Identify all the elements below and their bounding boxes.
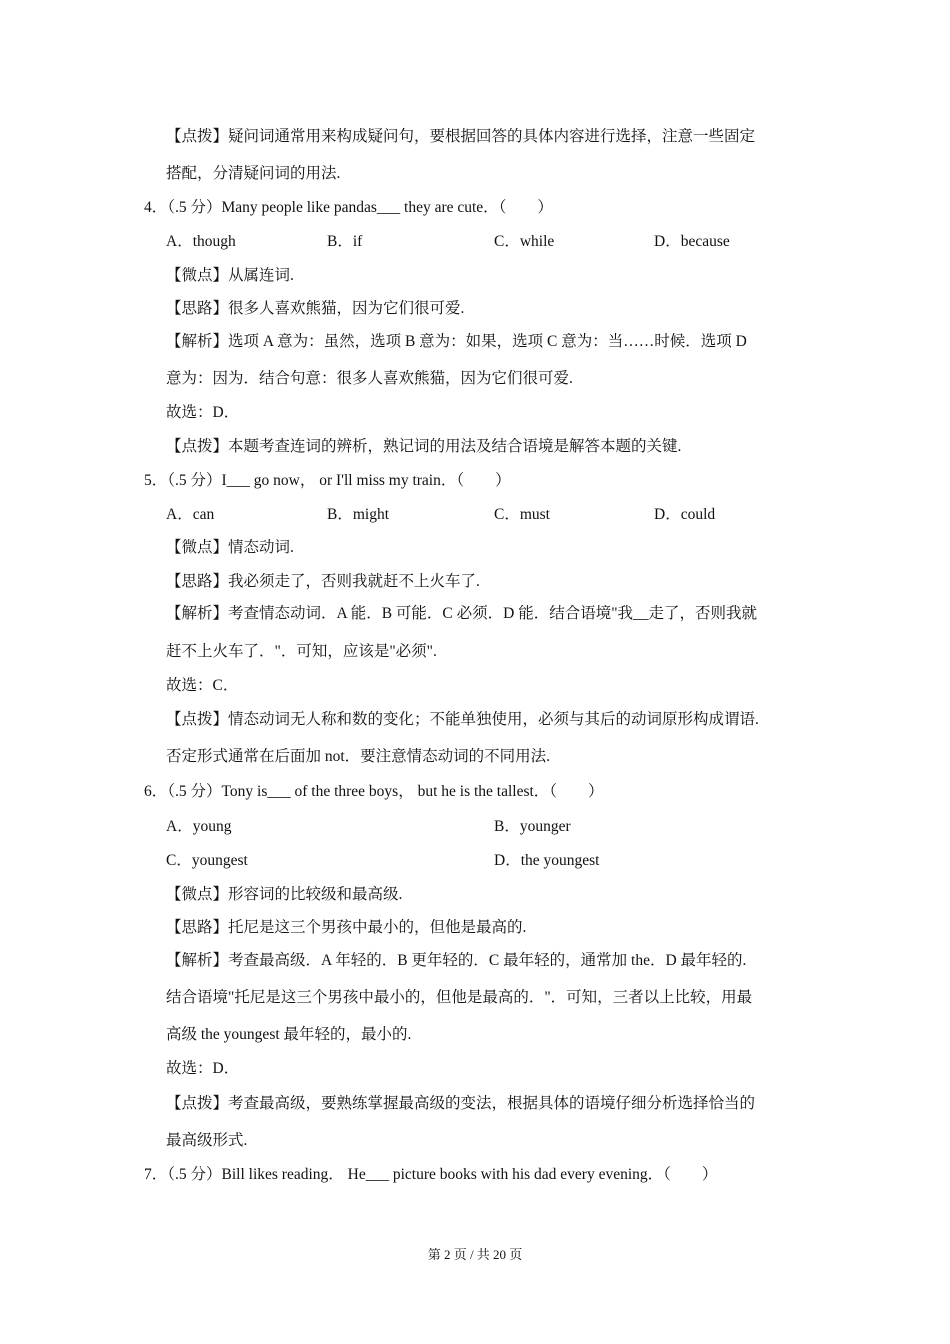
q6-answer: 故选：D． bbox=[166, 1060, 240, 1077]
q4-option-b: B．if bbox=[327, 233, 363, 250]
q4-answer: 故选：D． bbox=[166, 404, 240, 421]
q6-analysis-line-3: 高级 the youngest 最年轻的，最小的. bbox=[166, 1026, 412, 1043]
page-footer: 第 2 页 / 共 20 页 bbox=[427, 1247, 523, 1262]
q5-stem: 5．（.5 分）I___ go now， or I'll miss my train．（ ） bbox=[144, 472, 511, 489]
q6-analysis-line-2: 结合语境"托尼是这三个男孩中最小的，但他是最高的．"．可知，三者以上比较，用最 bbox=[166, 989, 753, 1006]
q6-point: 【微点】形容词的比较级和最高级. bbox=[166, 886, 403, 903]
q5-analysis-line-1: 【解析】考查情态动词．A 能．B 可能．C 必须．D 能．结合语境"我__走了，否则我就 bbox=[166, 605, 758, 622]
q4-idea: 【思路】很多人喜欢熊猫，因为它们很可爱. bbox=[166, 300, 465, 317]
q5-tip-line-1: 【点拨】情态动词无人称和数的变化；不能单独使用，必须与其后的动词原形构成谓语. bbox=[166, 711, 759, 728]
q5-tip-line-2: 否定形式通常在后面加 not．要注意情态动词的不同用法. bbox=[166, 748, 551, 765]
q5-option-b: B．might bbox=[327, 506, 390, 523]
q4-tip: 【点拨】本题考查连词的辨析，熟记词的用法及结合语境是解答本题的关键. bbox=[166, 438, 682, 455]
q4-analysis-line-2: 意为：因为．结合句意：很多人喜欢熊猫，因为它们很可爱. bbox=[166, 370, 573, 387]
q5-idea: 【思路】我必须走了，否则我就赶不上火车了. bbox=[166, 573, 480, 590]
q6-tip-line-1: 【点拨】考查最高级，要熟练掌握最高级的变法，根据具体的语境仔细分析选择恰当的 bbox=[166, 1095, 756, 1112]
q4-option-c: C．while bbox=[494, 233, 555, 250]
q5-point: 【微点】情态动词. bbox=[166, 539, 294, 556]
q6-option-d: D．the youngest bbox=[494, 852, 600, 869]
q4-option-d: D．because bbox=[654, 233, 730, 250]
q4-option-a: A．though bbox=[166, 233, 236, 250]
q6-stem: 6．（.5 分）Tony is___ of the three boys， but he is the tallest．（ ） bbox=[144, 783, 604, 800]
q3-tip-line-1: 【点拨】疑问词通常用来构成疑问句，要根据回答的具体内容进行选择，注意一些固定 bbox=[166, 128, 756, 145]
q7-stem: 7．（.5 分）Bill likes reading． He___ picture books with his dad every evening．（ ） bbox=[144, 1166, 718, 1183]
q4-stem: 4．（.5 分）Many people like pandas___ they are cute．（ ） bbox=[144, 199, 553, 216]
q6-option-a: A．young bbox=[166, 818, 232, 835]
q4-point: 【微点】从属连词. bbox=[166, 267, 294, 284]
q5-answer: 故选：C． bbox=[166, 677, 239, 694]
q6-tip-line-2: 最高级形式. bbox=[166, 1132, 248, 1149]
q6-option-c: C．youngest bbox=[166, 852, 248, 869]
q5-analysis-line-2: 赶不上火车了．"．可知，应该是"必须". bbox=[166, 643, 437, 660]
q6-option-b: B．younger bbox=[494, 818, 571, 835]
q6-analysis-line-1: 【解析】考查最高级．A 年轻的．B 更年轻的．C 最年轻的，通常加 the．D 最年轻的. bbox=[166, 952, 747, 969]
q6-idea: 【思路】托尼是这三个男孩中最小的，但他是最高的. bbox=[166, 919, 527, 936]
q4-analysis-line-1: 【解析】选项 A 意为：虽然，选项 B 意为：如果，选项 C 意为：当……时候．选项 D bbox=[166, 333, 747, 350]
q3-tip-line-2: 搭配，分清疑问词的用法. bbox=[166, 165, 341, 182]
q5-option-d: D．could bbox=[654, 506, 716, 523]
q5-option-a: A．can bbox=[166, 506, 215, 523]
q5-option-c: C．must bbox=[494, 506, 550, 523]
